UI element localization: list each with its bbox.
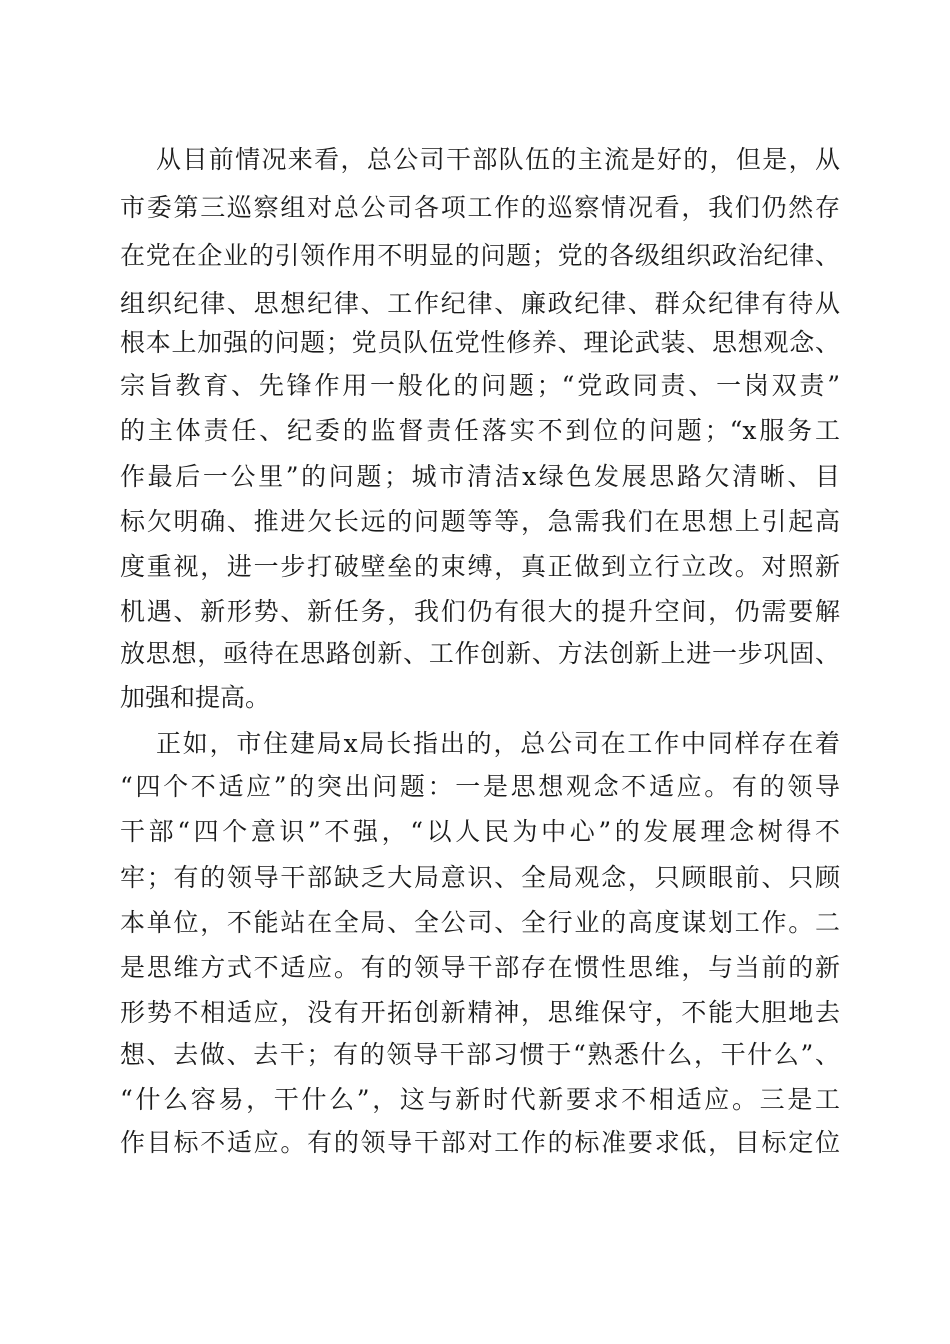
paragraph-line: 度重视，进一步打破壁垒的束缚，真正做到立行立改。对照新: [120, 552, 840, 581]
paragraph-line: 干部“四个意识”不强，“以人民为中心”的发展理念树得不: [120, 817, 840, 846]
paragraph-line: 在党在企业的引领作用不明显的问题；党的各级组织政治纪律、: [120, 241, 840, 270]
paragraph-line: 加强和提高。: [120, 683, 271, 712]
paragraph-line: 作目标不适应。有的领导干部对工作的标准要求低，目标定位: [120, 1128, 840, 1157]
paragraph-line: 是思维方式不适应。有的领导干部存在惯性思维，与当前的新: [120, 953, 840, 982]
paragraph-line: “什么容易，干什么”，这与新时代新要求不相适应。三是工: [120, 1085, 840, 1114]
paragraph-line: 形势不相适应，没有开拓创新精神，思维保守，不能大胆地去: [120, 998, 840, 1027]
paragraph-line: 标欠明确、推进欠长远的问题等等，急需我们在思想上引起高: [120, 507, 840, 536]
paragraph-line: 放思想，亟待在思路创新、工作创新、方法创新上进一步巩固、: [120, 639, 840, 668]
paragraph-line: 组织纪律、思想纪律、工作纪律、廉政纪律、群众纪律有待从: [120, 289, 840, 318]
paragraph-line: 牢；有的领导干部缺乏大局意识、全局观念，只顾眼前、只顾: [120, 863, 840, 892]
paragraph-line: “四个不适应”的突出问题：一是思想观念不适应。有的领导: [120, 772, 840, 801]
paragraph-line: 正如，市住建局x局长指出的，总公司在工作中同样存在着: [156, 729, 840, 758]
paragraph-line: 从目前情况来看，总公司干部队伍的主流是好的，但是，从: [156, 145, 840, 174]
paragraph-line: 宗旨教育、先锋作用一般化的问题；“党政同责、一岗双责”: [120, 371, 840, 400]
paragraph-line: 作最后一公里”的问题；城市清洁x绿色发展思路欠清晰、目: [120, 462, 840, 491]
paragraph-line: 机遇、新形势、新任务，我们仍有很大的提升空间，仍需要解: [120, 597, 840, 626]
paragraph-line: 根本上加强的问题；党员队伍党性修养、理论武装、思想观念、: [120, 328, 840, 357]
paragraph-line: 本单位，不能站在全局、全公司、全行业的高度谋划工作。二: [120, 908, 840, 937]
paragraph-line: 想、去做、去干；有的领导干部习惯于“熟悉什么，干什么”、: [120, 1040, 840, 1069]
paragraph-line: 市委第三巡察组对总公司各项工作的巡察情况看，我们仍然存: [120, 193, 840, 222]
paragraph-line: 的主体责任、纪委的监督责任落实不到位的问题；“x服务工: [120, 416, 840, 445]
